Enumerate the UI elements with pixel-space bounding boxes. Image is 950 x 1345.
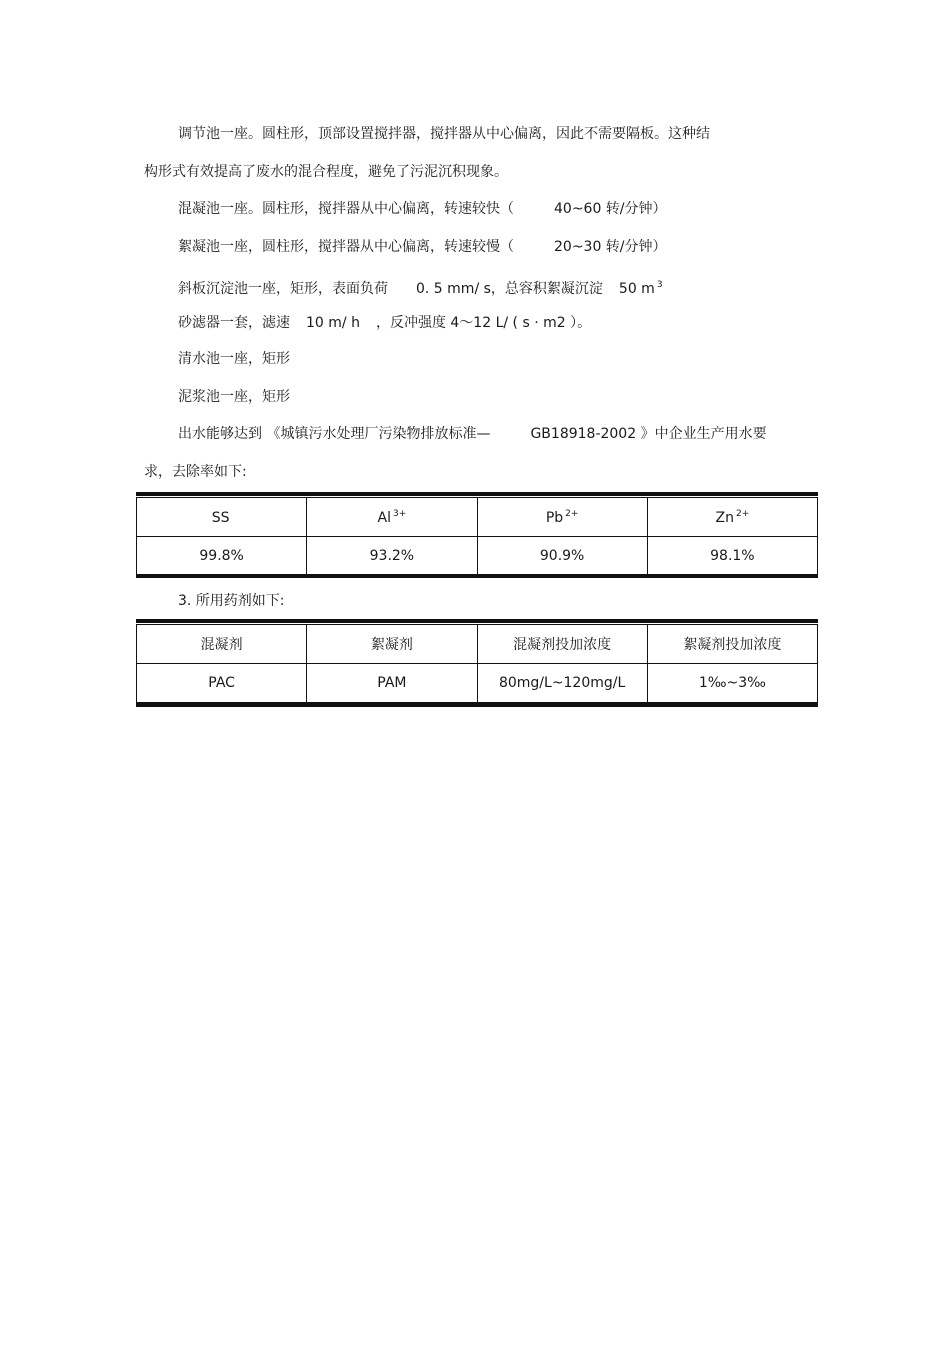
- paragraph-text: 求，去除率如下:: [144, 464, 247, 480]
- table-cell: PAM: [307, 664, 477, 703]
- reagent-table: [136, 624, 818, 703]
- table-cell: PAC: [137, 664, 307, 703]
- standard-code: GB18918-2002 》中企业生产用水要: [530, 426, 767, 442]
- ion-name: Zn: [715, 509, 734, 526]
- paragraph-sand-filter: [178, 312, 858, 334]
- section-heading-reagents: [178, 590, 858, 612]
- rotation-speed-value: 20~30 转/分钟）: [554, 239, 667, 255]
- filter-speed-value: 10 m/ h: [306, 315, 360, 331]
- table-cell: 93.2%: [307, 537, 477, 576]
- volume-superscript: 3: [656, 280, 663, 290]
- ion-name: Pb: [545, 509, 564, 526]
- table-header-cell: [137, 498, 307, 537]
- ion-charge: 2+: [735, 508, 750, 519]
- ion-charge: 2+: [565, 508, 579, 519]
- table-cell: 90.9%: [477, 537, 647, 576]
- table-row: [137, 537, 818, 576]
- table-cell: 80mg/L~120mg/L: [477, 664, 647, 703]
- paragraph-flocculation-tank: [178, 236, 858, 258]
- table-header-cell: [477, 498, 647, 537]
- paragraph-text: 构形式有效提高了废水的混合程度，避免了污泥沉积现象。: [144, 164, 508, 180]
- paragraph-text: 混凝池一座。圆柱形，搅拌器从中心偏离，转速较快（: [178, 201, 514, 217]
- table-header-cell: 混凝剂投加浓度: [477, 625, 647, 664]
- table-cell: 1‰~3‰: [647, 664, 817, 703]
- paragraph-adjust-tank-line1: [178, 123, 858, 145]
- paragraph-text: 斜板沉淀池一座，矩形，表面负荷: [178, 281, 388, 297]
- table-cell: 98.1%: [647, 537, 817, 576]
- removal-rate-table: [136, 497, 818, 576]
- table-header-cell: [647, 498, 817, 537]
- volume-value: 50 m: [618, 281, 655, 297]
- ion-charge: 3+: [392, 508, 407, 519]
- paragraph-text: 清水池一座，矩形: [178, 351, 290, 367]
- backwash-intensity-value: ，反冲强度 4～12 L/ ( s · m2 ）。: [375, 315, 592, 331]
- paragraph-text: 泥浆池一座，矩形: [178, 389, 290, 405]
- ion-name: Al: [377, 509, 391, 526]
- rotation-speed-value: 40~60 转/分钟）: [554, 201, 667, 217]
- table-cell: 99.8%: [137, 537, 307, 576]
- section-heading-text: 3. 所用药剂如下:: [178, 593, 285, 609]
- table-header-cell: 絮凝剂: [307, 625, 477, 664]
- table-row: [137, 664, 818, 703]
- table-header-cell: [307, 498, 477, 537]
- paragraph-coagulation-tank: [178, 198, 858, 220]
- paragraph-sludge-tank: [178, 386, 858, 408]
- table-header-row: [137, 498, 818, 537]
- paragraph-sedimentation-tank: [178, 274, 858, 296]
- paragraph-adjust-tank-line2: [144, 161, 824, 183]
- table-header-row: [137, 625, 818, 664]
- ion-name: SS: [211, 509, 230, 526]
- paragraph-text: 调节池一座。圆柱形，顶部设置搅拌器，搅拌器从中心偏离，因此不需要隔板。这种结: [178, 126, 710, 142]
- paragraph-effluent-standard-line2: [144, 461, 824, 483]
- table-header-cell: 混凝剂: [137, 625, 307, 664]
- paragraph-text: 絮凝池一座，圆柱形，搅拌器从中心偏离，转速较慢（: [178, 239, 514, 255]
- surface-load-value: 0. 5 mm/ s，总容积絮凝沉淀: [416, 281, 603, 297]
- paragraph-text: 砂滤器一套，滤速: [178, 315, 290, 331]
- paragraph-text: 出水能够达到 《城镇污水处理厂污染物排放标准—: [178, 426, 491, 442]
- paragraph-clear-water-tank: [178, 348, 858, 370]
- table-header-cell: 絮凝剂投加浓度: [647, 625, 817, 664]
- paragraph-effluent-standard-line1: [178, 423, 858, 445]
